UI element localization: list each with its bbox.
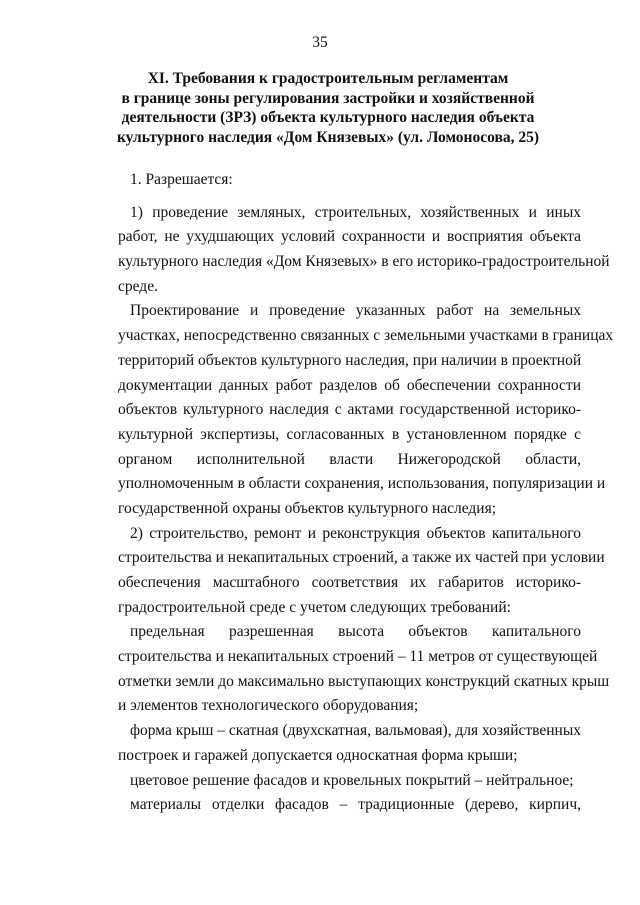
text-line: государственной охраны объектов культурного наследия; [118,499,497,517]
text-line: построек и гаражей допускается односкатная форма крыши; [118,746,518,764]
text-line: предельная разрешенная высота объектов капитального [130,623,581,641]
text-line: культурного наследия «Дом Князевых» в его историко-градостроительной [118,253,610,271]
text-line: строительства и некапитальных строений – 11 метров от существующей [118,648,598,666]
paragraph-facade-materials [118,793,581,818]
text-line: культурной экспертизы, согласованных в установленном порядке с [118,425,581,443]
text-line: участках, непосредственно связанных с земельными участками в границах [118,327,614,345]
paragraph-item-2 [118,522,605,621]
page-number: 35 [312,34,328,51]
text-line: уполномоченным в области сохранения, использования, популяризации и [118,475,606,493]
text-line: и элементов технологического оборудования; [118,697,419,715]
text-line: строительства и некапитальных строений, а также их частей при условии [118,549,605,567]
text-line: Проектирование и проведение указанных работ на земельных [130,302,581,320]
paragraph-height-limit [118,620,610,719]
text-line: 1. Разрешается: [130,171,233,188]
heading-line: деятельности (ЗРЗ) объекта культурного наследия объекта [121,109,535,126]
text-line: форма крыш – скатная (двухскатная, вальмовая), для хозяйственных [130,722,581,740]
paragraph-permitted-heading [118,168,581,193]
text-line: среде. [118,277,158,295]
text-line: материалы отделки фасадов – традиционные (дерево, кирпич, [130,796,581,814]
paragraph-design [118,299,614,521]
text-line: градостроительной среде с учетом следующих требований: [118,598,511,616]
heading-line: культурного наследия «Дом Князевых» (ул. Ломоносова, 25) [116,128,540,146]
paragraph-roof-form [118,719,581,768]
text-line: 2) строительство, ремонт и реконструкция объектов капитального [130,524,581,542]
text-line: документации данных работ разделов об обеспечении сохранности [118,376,581,394]
text-line: органом исполнительной власти Нижегородской области, [118,450,581,468]
heading-line: XI. Требования к градостроительным регламентам [147,70,509,87]
section-heading [102,69,554,147]
document-body [118,168,614,818]
text-line: цветовое решение фасадов и кровельных покрытий – нейтральное; [130,771,574,789]
paragraph-color-scheme [118,769,581,794]
paragraph-item-1 [118,201,610,300]
text-line: территорий объектов культурного наследия, при наличии в проектной [118,351,582,369]
text-line: 1) проведение земляных, строительных, хозяйственных и иных [130,203,581,221]
text-line: работ, не ухудшающих условий сохранности и восприятия объекта [118,228,581,246]
heading-line: в границе зоны регулирования застройки и хозяйственной [121,89,535,107]
text-line: объектов культурного наследия с актами государственной историко- [118,401,581,419]
text-line: обеспечения масштабного соответствия их габаритов историко- [118,574,581,591]
text-line: отметки земли до максимально выступающих конструкций скатных крыш [118,672,610,690]
